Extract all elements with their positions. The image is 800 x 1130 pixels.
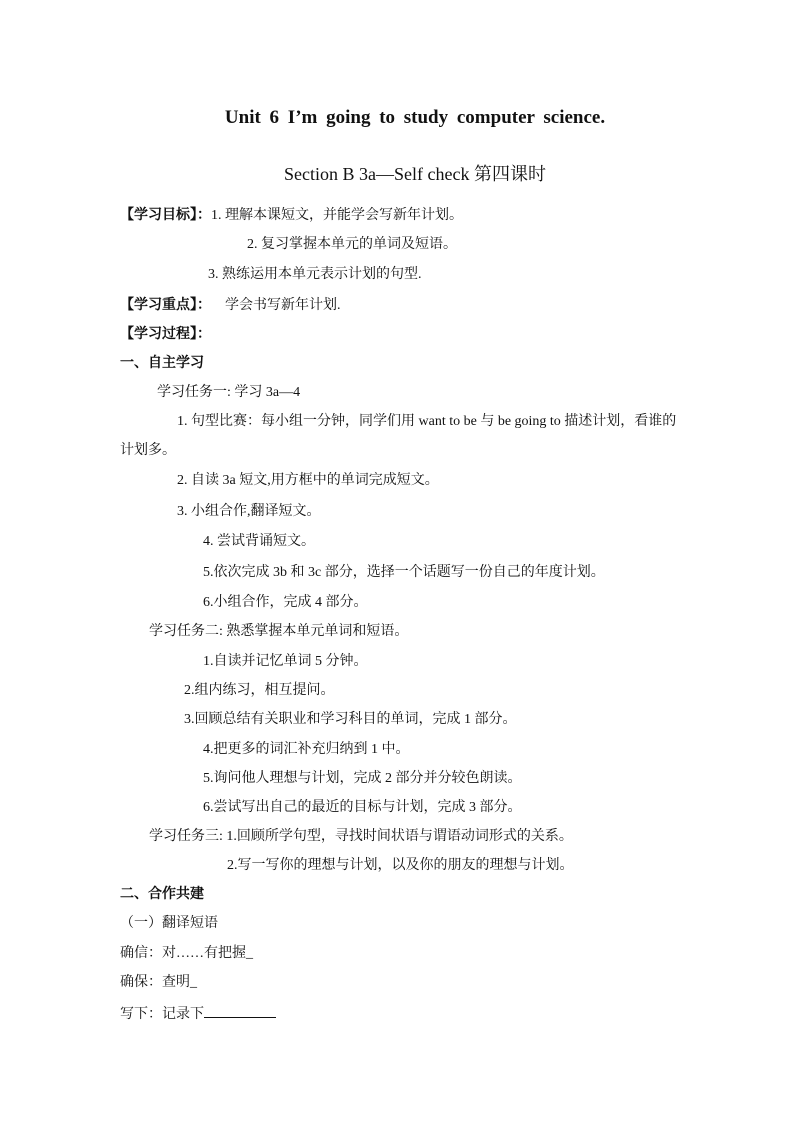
task3-item2: 2.写一写你的理想与计划，以及你的朋友的理想与计划。 <box>227 858 574 873</box>
objectives-row <box>120 207 463 225</box>
phrase-2: 确保：查明_ <box>120 975 197 990</box>
task1-item3: 3. 小组合作,翻译短文。 <box>177 504 321 519</box>
task3-title: 学习任务三: 1.回顾所学句型，寻找时间状语与谓语动词形式的关系。 <box>149 829 573 844</box>
focus-label: 【学习重点】： <box>120 298 211 313</box>
phrase-1: 确信：对……有把握_ <box>120 946 253 961</box>
task1-item5: 5.依次完成 3b 和 3c 部分，选择一个话题写一份自己的年度计划。 <box>203 565 605 580</box>
part2-heading: 二、合作共建 <box>120 887 204 902</box>
task1-item2: 2. 自读 3a 短文,用方框中的单词完成短文。 <box>177 473 439 488</box>
phrase-3-row <box>120 1003 276 1024</box>
task1-item6: 6.小组合作，完成 4 部分。 <box>203 595 368 610</box>
task2-item3: 3.回顾总结有关职业和学习科目的单词，完成 1 部分。 <box>184 712 517 727</box>
task2-title: 学习任务二: 熟悉掌握本单元单词和短语。 <box>149 624 409 639</box>
task1-item1-line1: 1. 句型比赛：每小组一分钟，同学们用 want to be 与 be going to 描述计划，看谁的 <box>177 414 677 429</box>
task2-item2: 2.组内练习，相互提问。 <box>184 683 335 698</box>
focus-row <box>120 297 341 315</box>
section-subtitle: Section B 3a—Self check 第四课时 <box>284 164 546 184</box>
objective-1: 1. 理解本课短文，并能学会写新年计划。 <box>211 208 463 223</box>
objectives-label: 【学习目标】： <box>120 208 211 223</box>
part2-sub1: （一）翻译短语 <box>120 916 218 931</box>
objective-3: 3. 熟练运用本单元表示计划的句型. <box>208 267 422 282</box>
phrase-3: 写下：记录下 <box>120 1007 204 1022</box>
task1-item4: 4. 尝试背诵短文。 <box>203 534 315 549</box>
answer-blank[interactable] <box>204 1003 276 1018</box>
task2-item5: 5.询问他人理想与计划，完成 2 部分并分较色朗读。 <box>203 771 522 786</box>
unit-title: Unit 6 I’m going to study computer science. <box>224 107 606 128</box>
focus-text: 学会书写新年计划. <box>225 298 341 313</box>
part1-heading: 一、自主学习 <box>120 356 204 371</box>
task2-item6: 6.尝试写出自己的最近的目标与计划，完成 3 部分。 <box>203 800 522 815</box>
process-label: 【学习过程】： <box>120 327 211 342</box>
task2-item1: 1.自读并记忆单词 5 分钟。 <box>203 654 368 669</box>
task2-item4: 4.把更多的词汇补充归纳到 1 中。 <box>203 742 410 757</box>
objective-2: 2. 复习掌握本单元的单词及短语。 <box>247 237 457 252</box>
task1-title: 学习任务一: 学习 3a—4 <box>157 385 301 400</box>
task1-item1-line2: 计划多。 <box>120 443 176 458</box>
